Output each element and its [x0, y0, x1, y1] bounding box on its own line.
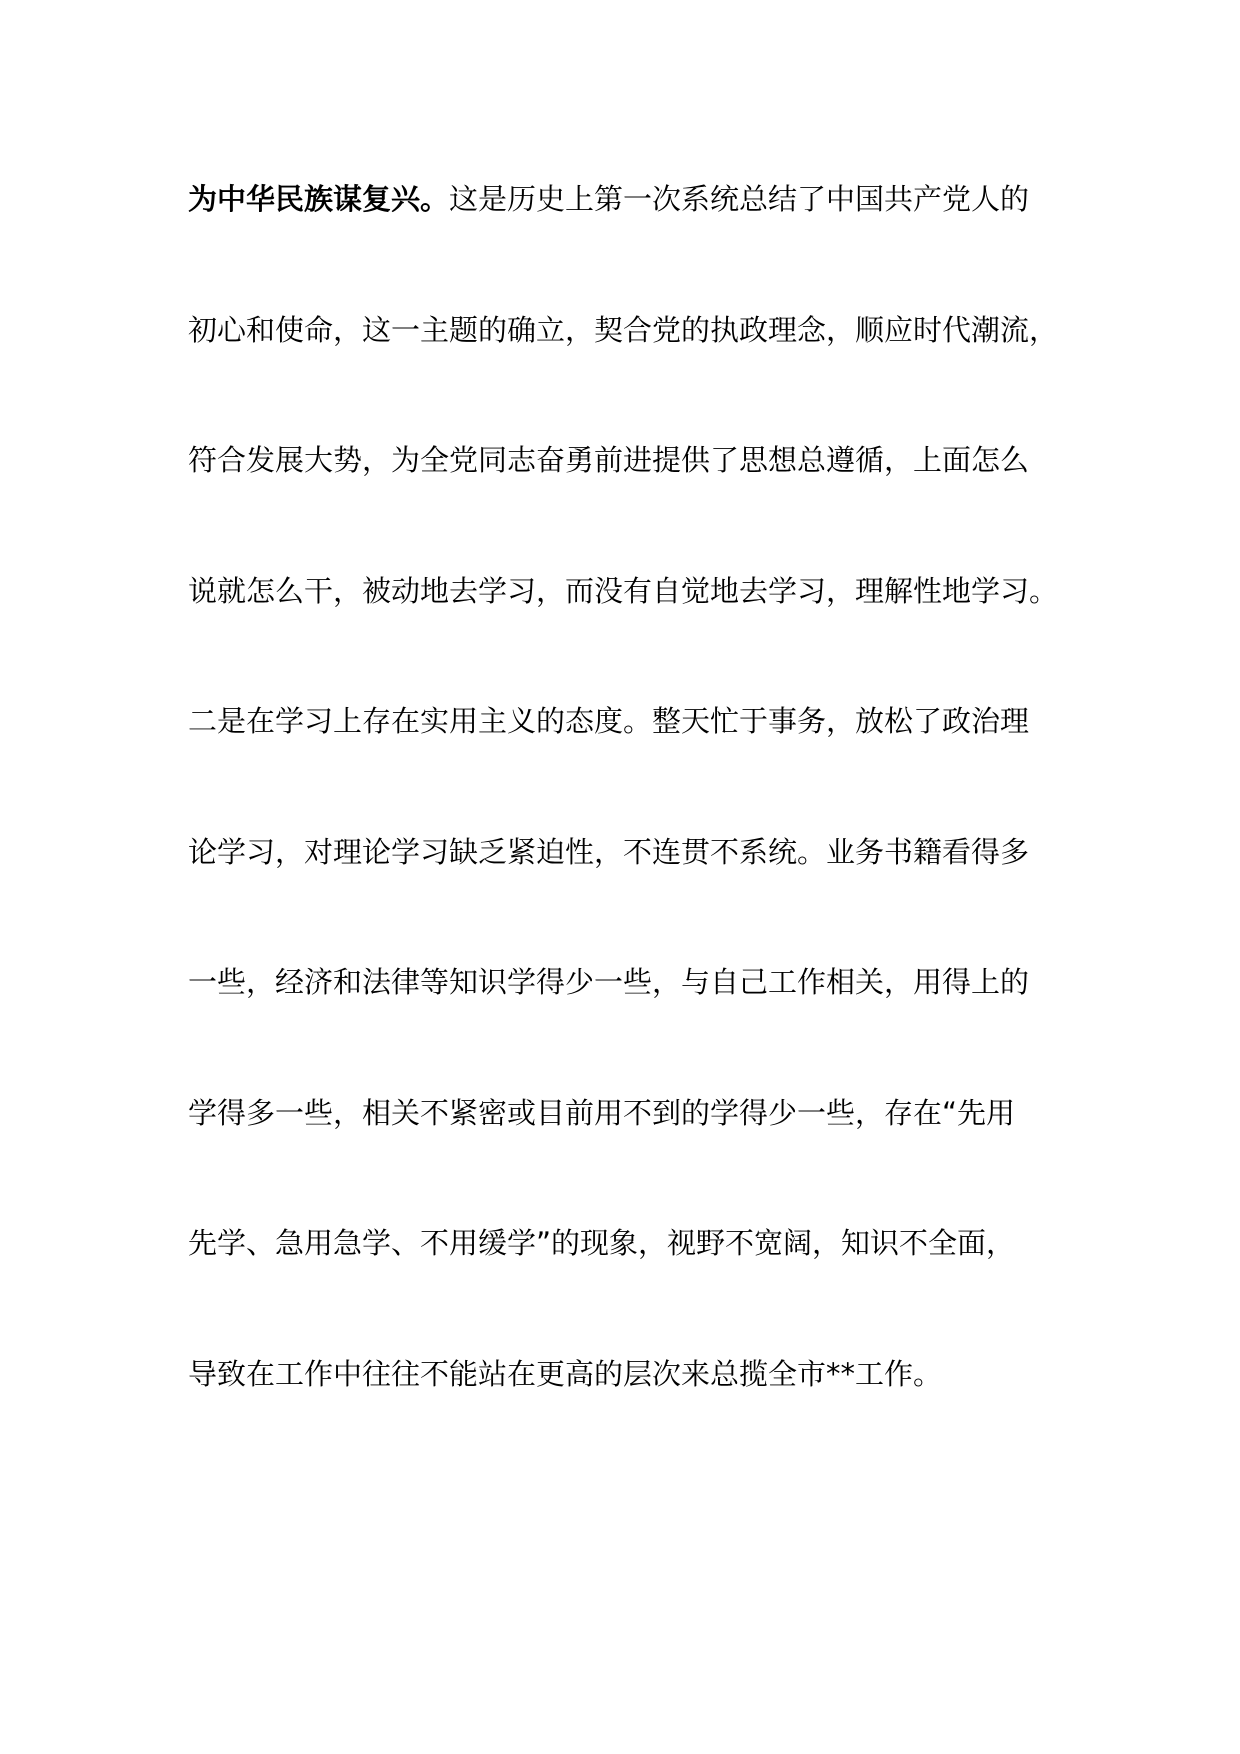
- text-line: 学得多一些，相关不紧密或目前用不到的学得少一些，存在“先用: [188, 1095, 1016, 1130]
- bold-phrase: 为中华民族谋复兴。: [188, 182, 450, 216]
- body-text: [188, 170, 1088, 1475]
- text-line: 初心和使命，这一主题的确立，契合党的执政理念，顺应时代潮流，: [188, 312, 1059, 347]
- text-line: 先学、急用急学、不用缓学”的现象，视野不宽阔，知识不全面，: [188, 1226, 1016, 1260]
- text-line: 二是在学习上存在实用主义的态度。整天忙于事务，放松了政治理: [188, 704, 1030, 738]
- text-line: 论学习，对理论学习缺乏紧迫性，不连贯不系统。业务书籍看得多: [188, 834, 1030, 869]
- text-line: 说就怎么干，被动地去学习，而没有自觉地去学习，理解性地学习。: [188, 573, 1059, 608]
- text-line: [188, 170, 1088, 301]
- line-text: 这是历史上第一次系统总结了中国共产党人的: [449, 182, 1030, 216]
- text-line: 符合发展大势，为全党同志奋勇前进提供了思想总遵循，上面怎么: [188, 443, 1030, 477]
- text-line: 一些，经济和法律等知识学得少一些，与自己工作相关，用得上的: [188, 965, 1030, 999]
- text-line: 导致在工作中往往不能站在更高的层次来总揽全市**工作。: [188, 1356, 943, 1391]
